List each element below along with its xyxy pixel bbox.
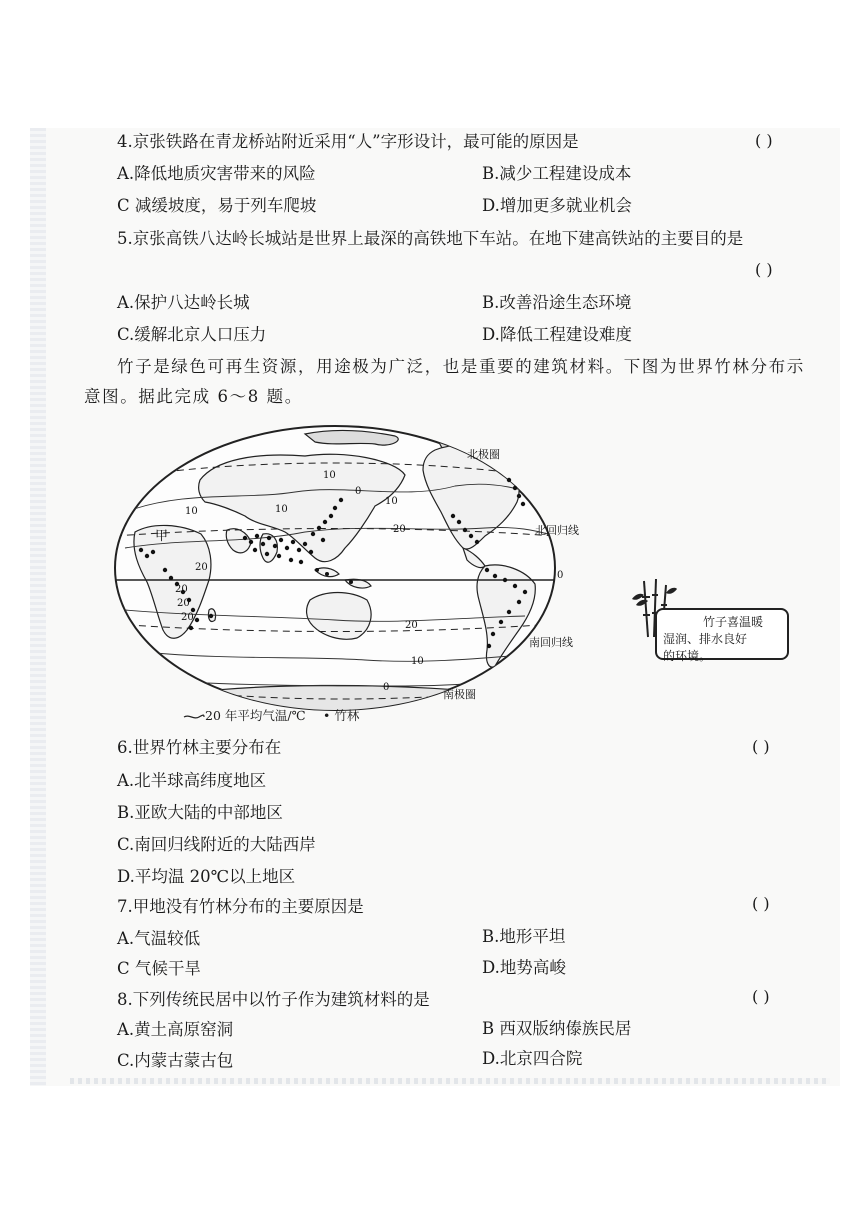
q7-option-d: D.地势高峻 [482,958,566,977]
q5-stem: 5.京张高铁八达岭长城站是世界上最深的高铁地下车站。在地下建高铁站的主要目的是 [117,229,744,248]
q6-option-c: C.南回归线附近的大陆西岸 [117,835,316,854]
q4-answer-bracket: ( ) [755,131,773,150]
q6-option-b: B.亚欧大陆的中部地区 [117,803,283,822]
q6-option-d: D.平均温 20℃以上地区 [117,867,296,886]
q8-option-a: A.黄土高原窑洞 [117,1020,234,1039]
legend-isotherm-swatch [183,714,205,720]
paper-bottom-edge [70,1078,830,1084]
q4-stem: 4.京张铁路在青龙桥站附近采用“人”字形设计，最可能的原因是 [117,132,579,151]
label-isotherm-20d: 20 [177,598,190,609]
q7-option-a: A.气温较低 [117,929,201,948]
q7-stem: 7.甲地没有竹林分布的主要原因是 [117,897,364,916]
intro-line-1: 竹子是绿色可再生资源，用途极为广泛，也是重要的建筑材料。下图为世界竹林分布示 [117,357,805,376]
q8-option-c: C.内蒙古蒙古包 [117,1051,234,1070]
label-isotherm-10c: 10 [275,504,288,515]
label-isotherm-10d: 10 [411,656,424,667]
q6-option-a: A.北半球高纬度地区 [117,771,267,790]
q8-option-b: B 西双版纳傣族民居 [482,1019,632,1038]
q5-option-d: D.降低工程建设难度 [482,325,632,344]
label-isotherm-20f: 20 [181,612,194,623]
label-arctic-circle: 北极圈 [467,448,500,461]
q8-option-d: D.北京四合院 [482,1049,583,1068]
q7-answer-bracket: ( ) [752,894,770,913]
label-tropic-of-capricorn: 南回归线 [529,636,573,649]
note-line-3: 的环境。 [663,649,712,663]
note-line-1: 竹子喜温暖 [703,615,764,629]
label-jia: 甲 [155,529,169,544]
bamboo-note-box [655,608,789,663]
legend-isotherm-label: 20 年平均气温/℃ [205,708,306,723]
label-equator-zero: 0 [557,570,564,581]
label-isotherm-10a: 10 [323,470,336,481]
q5-answer-bracket: ( ) [755,260,773,279]
label-isotherm-10b: 10 [385,496,398,507]
q4-option-c: C 减缓坡度，易于列车爬坡 [117,196,317,215]
legend-bamboo-label: • 竹林 [323,708,360,723]
q8-answer-bracket: ( ) [752,987,770,1006]
q5-option-a: A.保护八达岭长城 [117,293,250,312]
label-isotherm-20e: 20 [405,620,418,631]
q7-option-c: C 气候干旱 [117,959,201,978]
q7-option-b: B.地形平坦 [482,927,566,946]
label-antarctic-circle: 南极圈 [443,688,476,701]
q5-option-c: C.缓解北京人口压力 [117,325,267,344]
q6-stem: 6.世界竹林主要分布在 [117,738,282,757]
label-isotherm-20a: 20 [393,524,406,535]
q6-answer-bracket: ( ) [752,737,770,756]
label-isotherm-10e: 10 [185,506,198,517]
q4-option-d: D.增加更多就业机会 [482,196,632,215]
label-isotherm-0a: 0 [383,682,390,693]
q4-option-a: A.降低地质灾害带来的风险 [117,164,316,183]
q8-stem: 8.下列传统民居中以竹子作为建筑材料的是 [117,990,430,1009]
q4-option-b: B.减少工程建设成本 [482,164,632,183]
label-isotherm-20c: 20 [175,584,188,595]
q5-option-b: B.改善沿途生态环境 [482,293,632,312]
note-line-2: 湿润、排水良好 [663,632,748,646]
label-isotherm-20b: 20 [195,562,208,573]
label-isotherm-0b: 0 [355,486,362,497]
paper-left-edge [30,128,46,1086]
intro-line-2: 意图。据此完成 6～8 题。 [84,387,303,406]
world-bamboo-map [105,420,579,716]
label-tropic-of-cancer: 北回归线 [535,524,579,537]
